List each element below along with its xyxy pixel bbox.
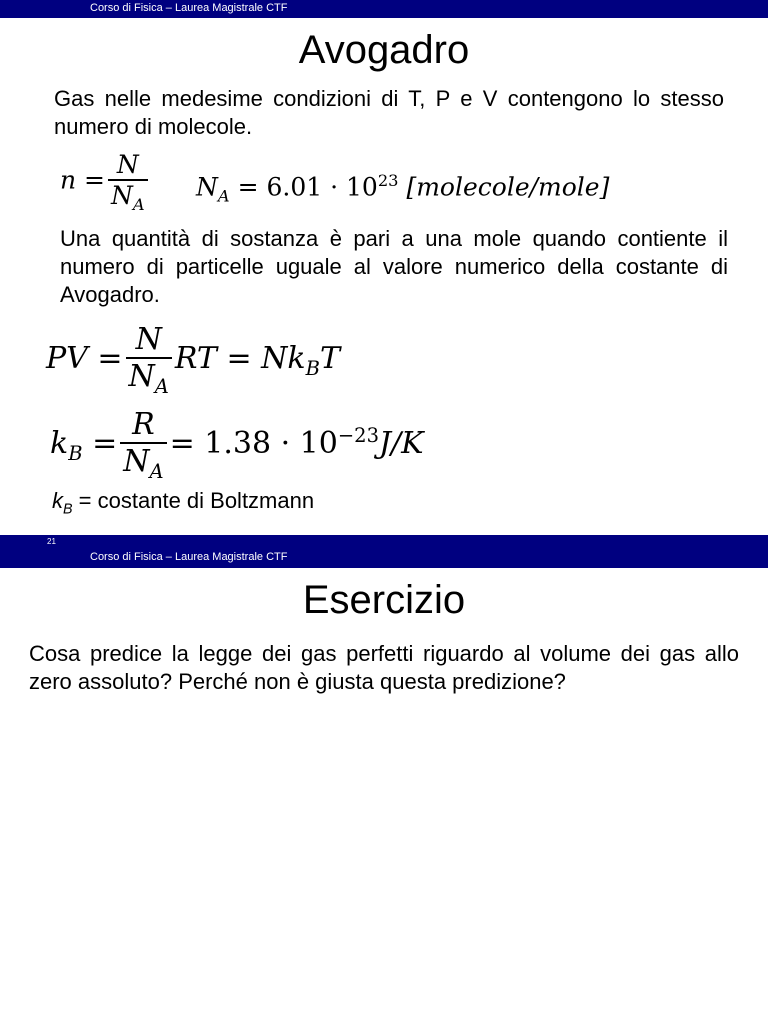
boltzmann-caption: $k_B$ = costante di Boltzmann [52,488,315,518]
course-title: Corso di Fisica – Laurea Magistrale CTF [90,2,288,14]
kb-unit: J/K [379,426,424,461]
avogadro-exponent: 23 [377,171,399,190]
avogadro-constant-formula: $N_A = 6.01 \cdot 10^{23}$ [molecole/mole] [196,171,610,206]
boltzmann-caption-text: = costante di Boltzmann [78,488,315,513]
slide1-description: Una quantità di sostanza è pari a una mole quando contiente il numero di particelle uguale al valore numerico della costante di Avogadro. [60,226,728,307]
course-title: Corso di Fisica – Laurea Magistrale CTF [90,551,288,563]
kb-value: 1.38 [204,426,272,461]
slide1-intro: Gas nelle medesime condizioni di T, P e V contengono lo stesso numero di molecole. [54,86,724,139]
kb-exponent: −23 [337,424,379,447]
page-number: 21 [47,537,56,546]
slide2-title: Esercizio [302,578,466,622]
boltzmann-formula: $k_B$ = $\frac{R}{N_A}$ = $1.38 \cdot 10^{-23}J/K$ [50,407,424,483]
mole-formula: n = $\frac{N}{N_A}$ [60,150,151,214]
avogadro-unit: [molecole/mole] [406,172,610,202]
slide2-question: Cosa predice la legge dei gas perfetti riguardo al volume dei gas allo zero assoluto? Perché non è giusta questa predizione? [29,641,739,694]
slide1-header-bar [0,0,768,18]
slide1-title: Avogadro [298,28,470,72]
gas-law-formula: PV = $\frac{N}{N_A}$ RT = $Nk_BT$ [46,322,340,398]
slide-divider-bar [0,535,768,568]
avogadro-value: 6.01 [266,172,323,202]
